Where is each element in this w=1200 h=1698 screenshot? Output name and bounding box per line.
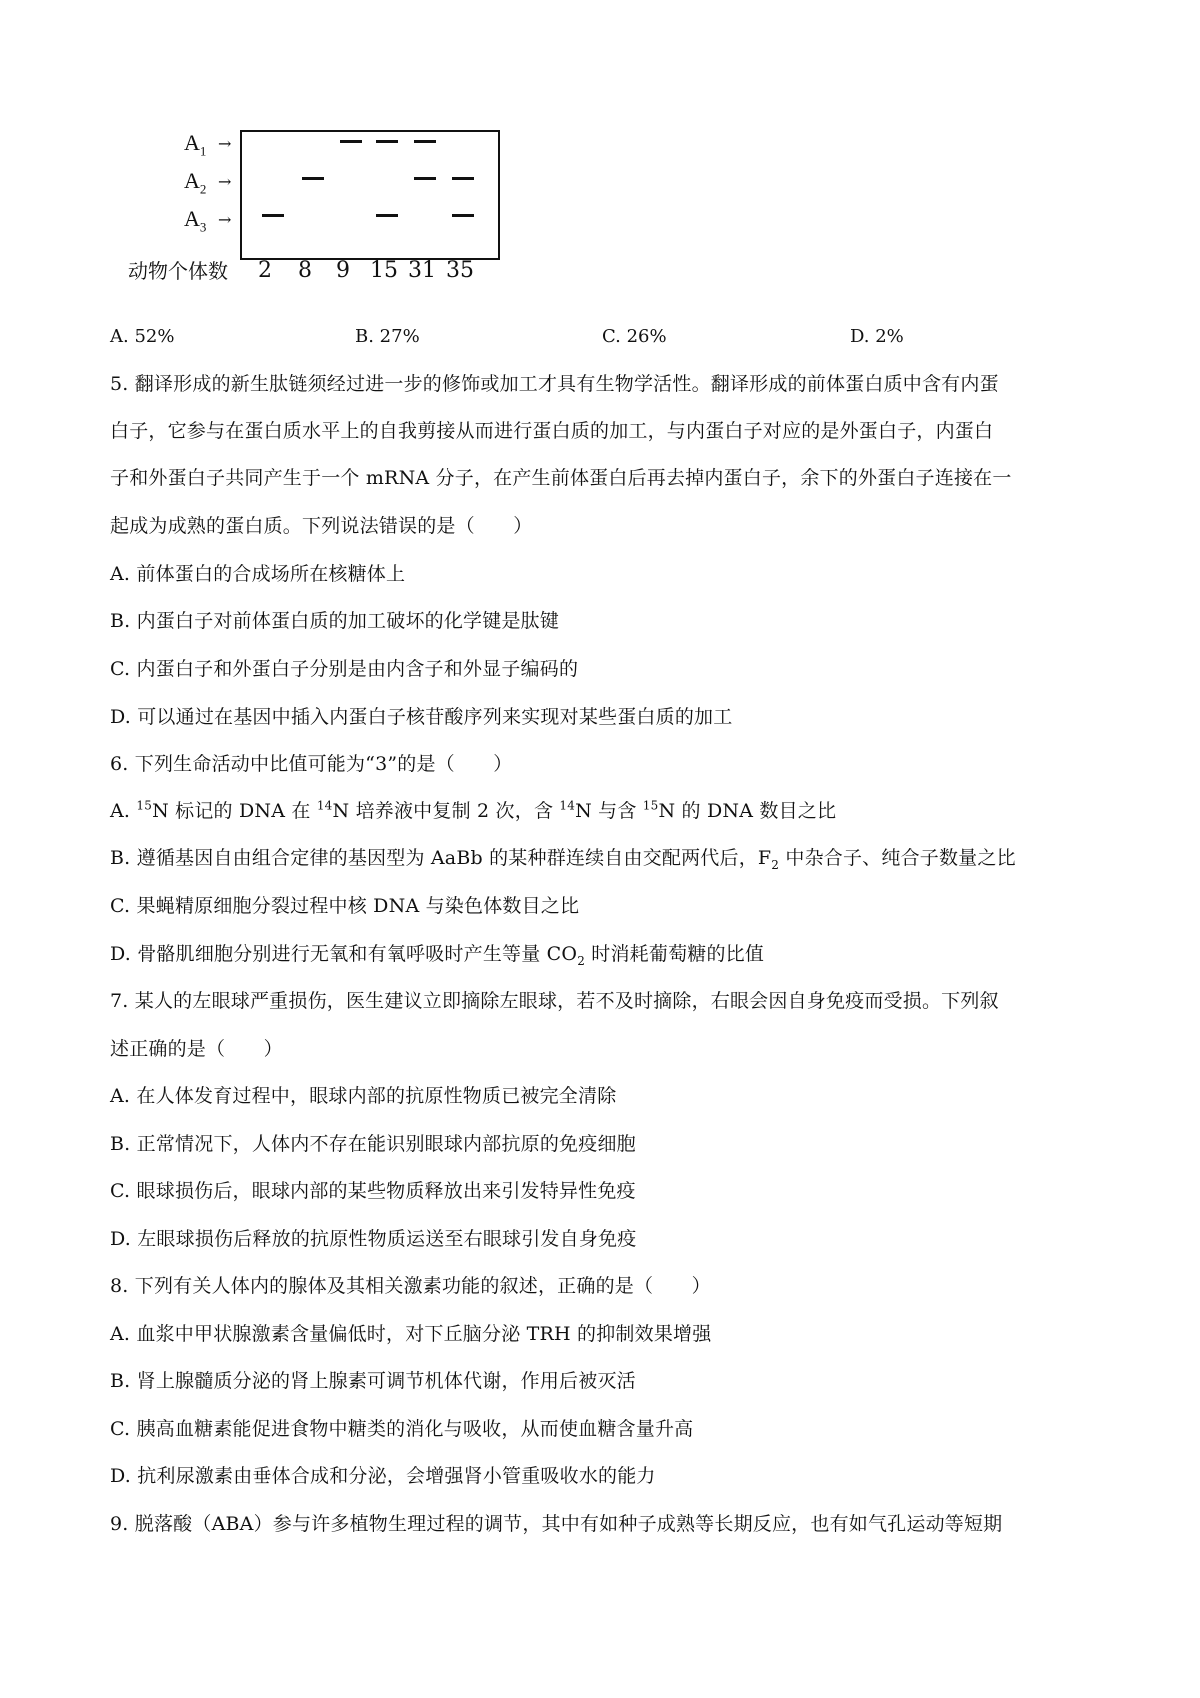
- column-label: 31: [408, 258, 436, 283]
- q5-stem: 起成为成熟的蛋白质。下列说法错误的是（ ）: [110, 515, 533, 537]
- column-label: 35: [446, 258, 474, 283]
- column-label: 15: [370, 258, 398, 283]
- q5-stem: 5. 翻译形成的新生肽链须经过进一步的修饰或加工才具有生物学活性。翻译形成的前体蛋白质中含有内蛋: [110, 373, 999, 395]
- gel-band: [376, 214, 398, 217]
- gel-band: [414, 140, 436, 143]
- q5-stem: 子和外蛋白子共同产生于一个 mRNA 分子，在产生前体蛋白后再去掉内蛋白子，余下的外蛋白子连接在一: [110, 467, 1012, 489]
- q6-stem: 6. 下列生命活动中比值可能为“3”的是（ ）: [110, 753, 513, 775]
- gel-band: [302, 177, 324, 180]
- q7-stem: 7. 某人的左眼球严重损伤，医生建议立即摘除左眼球，若不及时摘除，右眼会因自身免疫而受损。下列叙: [110, 990, 999, 1012]
- q8-stem: 8. 下列有关人体内的腺体及其相关激素功能的叙述，正确的是（ ）: [110, 1275, 711, 1297]
- gel-figure: [128, 120, 520, 290]
- q8-option-a: A. 血浆中甲状腺激素含量偏低时，对下丘脑分泌 TRH 的抑制效果增强: [110, 1323, 712, 1345]
- q4-option-c: C. 26%: [602, 326, 667, 347]
- gel-band: [452, 177, 474, 180]
- arrow-icon: →: [218, 172, 232, 191]
- q6-option-a: A. $^{15}$N 标记的 DNA 在 $^{14}$N 培养液中复制 2 次，含 $^{14}$N 与含 $^{15}$N 的 DNA 数目之比: [110, 798, 837, 822]
- q5-option-b: B. 内蛋白子对前体蛋白质的加工破坏的化学键是肽键: [110, 610, 560, 632]
- q9-stem: 9. 脱落酸（ABA）参与许多植物生理过程的调节，其中有如种子成熟等长期反应，也有如气孔运动等短期: [110, 1513, 1003, 1535]
- q5-option-c: C. 内蛋白子和外蛋白子分别是由内含子和外显子编码的: [110, 658, 579, 680]
- q5-option-d: D. 可以通过在基因中插入内蛋白子核苷酸序列来实现对某些蛋白质的加工: [110, 706, 733, 728]
- row-label-a3: $A_3$: [184, 206, 207, 235]
- q7-option-d: D. 左眼球损伤后释放的抗原性物质运送至右眼球引发自身免疫: [110, 1228, 637, 1250]
- column-label: 8: [298, 258, 312, 283]
- q6-option-b: B. 遵循基因自由组合定律的基因型为 AaBb 的某种群连续自由交配两代后，$F_2$ 中杂合子、纯合子数量之比: [110, 847, 1016, 872]
- arrow-icon: →: [218, 134, 232, 153]
- q4-options: [110, 326, 1110, 356]
- arrow-icon: →: [218, 210, 232, 229]
- column-label: 2: [258, 258, 272, 283]
- column-label: 9: [336, 258, 350, 283]
- q5-stem: 白子，它参与在蛋白质水平上的自我剪接从而进行蛋白质的加工，与内蛋白子对应的是外蛋白子，内蛋白: [110, 420, 994, 442]
- gel-band: [414, 177, 436, 180]
- gel-band: [452, 214, 474, 217]
- row-label-a1: $A_1$: [184, 130, 207, 159]
- q7-option-b: B. 正常情况下，人体内不存在能识别眼球内部抗原的免疫细胞: [110, 1133, 636, 1155]
- q8-option-b: B. 肾上腺髓质分泌的肾上腺素可调节机体代谢，作用后被灭活: [110, 1370, 636, 1392]
- q7-stem: 述正确的是（ ）: [110, 1038, 283, 1060]
- q7-option-a: A. 在人体发育过程中，眼球内部的抗原性物质已被完全清除: [110, 1085, 617, 1107]
- q8-option-c: C. 胰高血糖素能促进食物中糖类的消化与吸收，从而使血糖含量升高: [110, 1418, 694, 1440]
- q4-option-b: B. 27%: [355, 326, 420, 347]
- row-label-a2: $A_2$: [184, 168, 207, 197]
- q4-option-a: A. 52%: [110, 326, 175, 347]
- gel-band: [376, 140, 398, 143]
- gel-band: [262, 214, 284, 217]
- q7-option-c: C. 眼球损伤后，眼球内部的某些物质释放出来引发特异性免疫: [110, 1180, 636, 1202]
- q4-option-d: D. 2%: [850, 326, 904, 347]
- q6-option-c: C. 果蝇精原细胞分裂过程中核 DNA 与染色体数目之比: [110, 895, 580, 917]
- gel-band: [340, 140, 362, 143]
- q5-option-a: A. 前体蛋白的合成场所在核糖体上: [110, 563, 406, 585]
- q8-option-d: D. 抗利尿激素由垂体合成和分泌，会增强肾小管重吸收水的能力: [110, 1465, 656, 1487]
- x-axis-title: 动物个体数: [128, 259, 228, 283]
- gel-frame: [240, 130, 500, 260]
- q6-option-d: D. 骨骼肌细胞分别进行无氧和有氧呼吸时产生等量 $CO_2$ 时消耗葡萄糖的比值: [110, 943, 765, 968]
